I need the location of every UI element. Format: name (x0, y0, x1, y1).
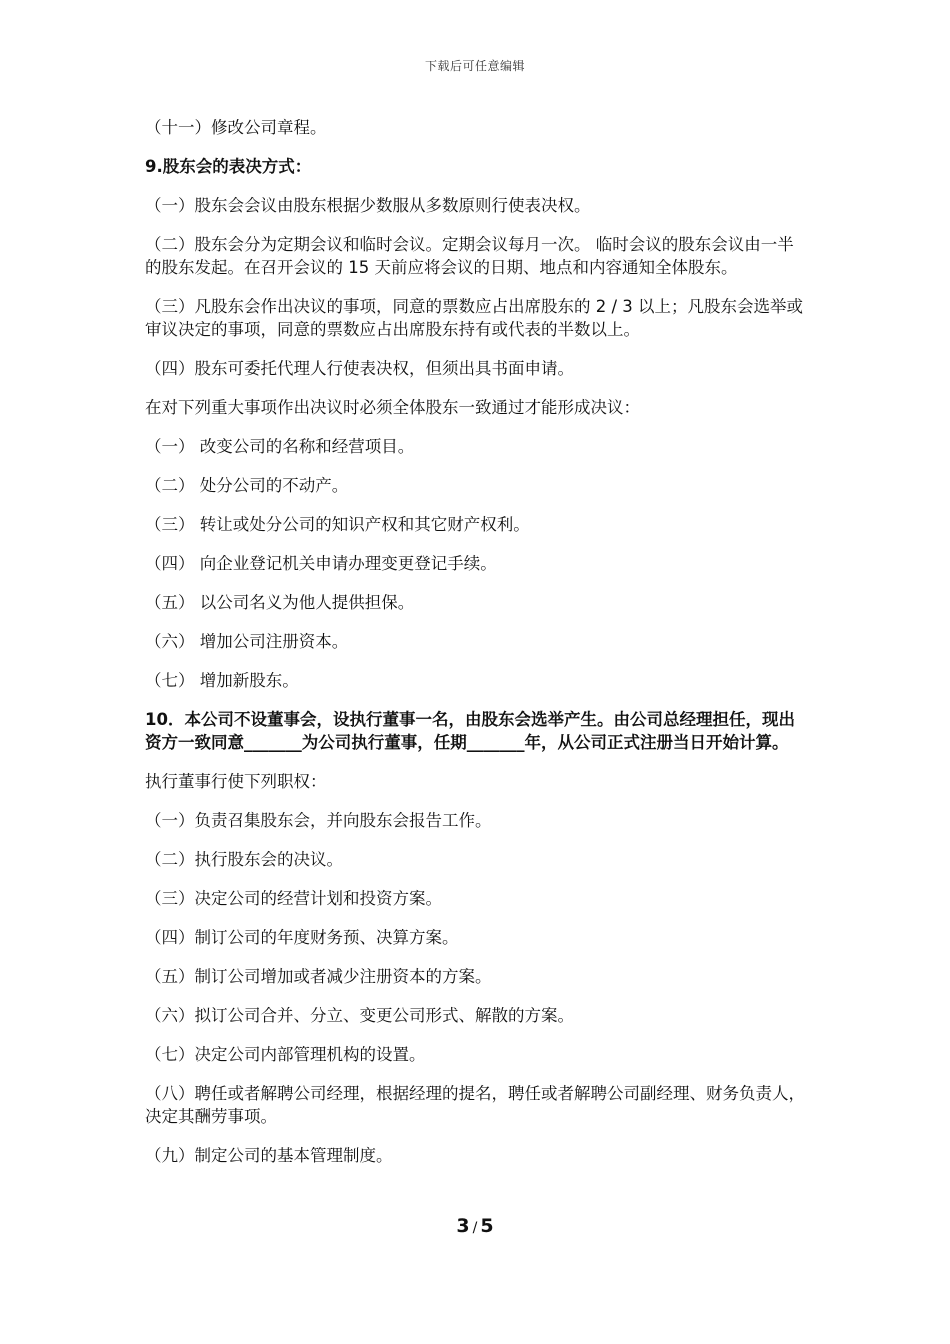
body-paragraph: （五） 以公司名义为他人提供担保。 (145, 593, 415, 612)
section-heading: 9.股东会的表决方式： (145, 157, 312, 176)
body-paragraph: （二）股东会分为定期会议和临时会议。定期会议每月一次。 临时会议的股东会议由一半的股东发起。在召开会议的 15 天前应将会议的日期、地点和内容通知全体股东。 (145, 235, 794, 277)
body-paragraph: 在对下列重大事项作出决议时必须全体股东一致通过才能形成决议： (145, 398, 640, 417)
body-paragraph: （一）负责召集股东会，并向股东会报告工作。 (145, 811, 492, 830)
body-paragraph: （一） 改变公司的名称和经营项目。 (145, 437, 415, 456)
body-paragraph: （八）聘任或者解聘公司经理，根据经理的提名，聘任或者解聘公司副经理、财务负责人，决定其酬劳事项。 (145, 1084, 805, 1126)
page-number (0, 1215, 950, 1237)
body-paragraph: （二） 处分公司的不动产。 (145, 476, 349, 495)
body-paragraph: （三） 转让或处分公司的知识产权和其它财产权利。 (145, 515, 530, 534)
body-paragraph: （六） 增加公司注册资本。 (145, 632, 349, 651)
body-paragraph: （一）股东会会议由股东根据少数服从多数原则行使表决权。 (145, 196, 591, 215)
document-body (145, 116, 810, 1183)
body-paragraph: （三）决定公司的经营计划和投资方案。 (145, 889, 442, 908)
total-page-count: 5 (480, 1215, 494, 1237)
body-paragraph: （三）凡股东会作出决议的事项，同意的票数应占出席股东的 2 / 3 以上；凡股东会选举或审议决定的事项，同意的票数应占出席股东持有或代表的半数以上。 (145, 297, 804, 339)
body-paragraph: （六）拟订公司合并、分立、变更公司形式、解散的方案。 (145, 1006, 574, 1025)
body-paragraph: （九）制定公司的基本管理制度。 (145, 1146, 393, 1165)
section-heading: 10．本公司不设董事会，设执行董事一名，由股东会选举产生。由公司总经理担任，现出资方一致同意_______为公司执行董事，任期_______年，从公司正式注册当日开始计算。 (145, 710, 795, 752)
body-paragraph: （二）执行股东会的决议。 (145, 850, 343, 869)
body-paragraph: （四） 向企业登记机关申请办理变更登记手续。 (145, 554, 497, 573)
body-paragraph: （七） 增加新股东。 (145, 671, 299, 690)
body-paragraph: （五）制订公司增加或者减少注册资本的方案。 (145, 967, 492, 986)
body-paragraph: （四）制订公司的年度财务预、决算方案。 (145, 928, 459, 947)
page-separator: / (472, 1220, 478, 1236)
body-paragraph: 执行董事行使下列职权： (145, 772, 327, 791)
page-header: 下载后可任意编辑 (424, 59, 525, 73)
current-page-number: 3 (456, 1215, 470, 1237)
body-paragraph: （四）股东可委托代理人行使表决权，但须出具书面申请。 (145, 359, 574, 378)
body-paragraph: （十一）修改公司章程。 (145, 118, 327, 137)
body-paragraph: （七）决定公司内部管理机构的设置。 (145, 1045, 426, 1064)
